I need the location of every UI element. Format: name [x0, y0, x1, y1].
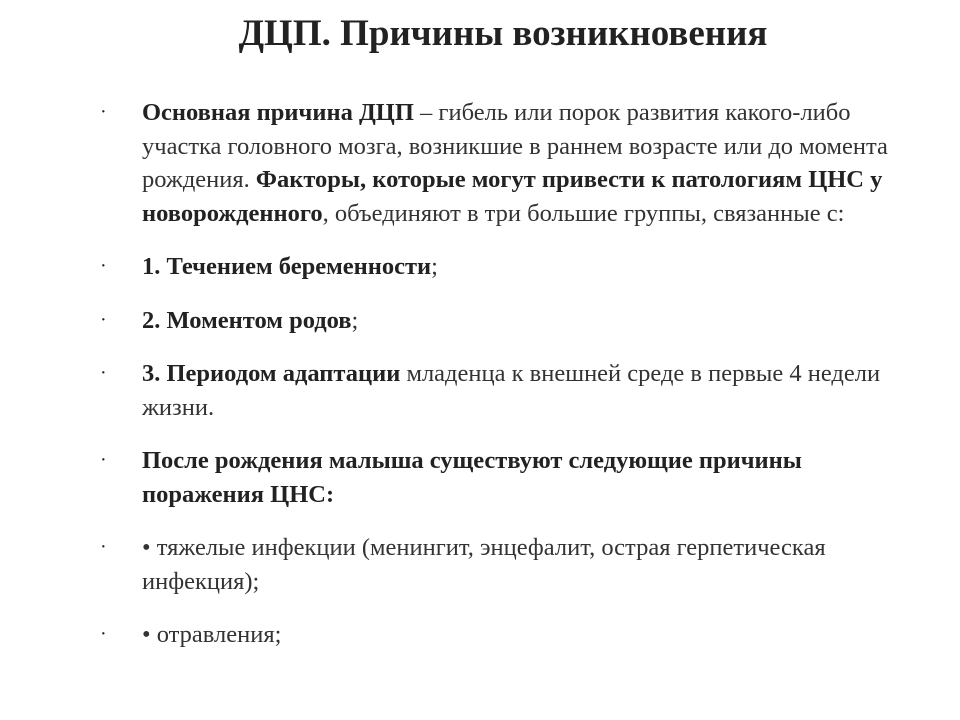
bullet-marker: · [100, 255, 107, 277]
bullet-text [142, 534, 826, 595]
bold-text: 1. Течением беременности [142, 253, 432, 280]
bullet-marker: · [100, 623, 107, 645]
bullet-text [142, 621, 281, 648]
bullet-item [94, 357, 894, 424]
bullet-list [94, 96, 894, 652]
plain-text: младенца к внешней среде в первые 4 недели жизни. [142, 360, 881, 421]
plain-text: • тяжелые инфекции (менингит, энцефалит, острая герпетическая инфекция); [142, 534, 826, 595]
bullet-item [94, 618, 894, 652]
plain-text: ; [431, 253, 438, 280]
bullet-marker: · [100, 449, 107, 471]
bullet-text [142, 99, 888, 227]
bullet-item [94, 531, 894, 598]
bullet-text [142, 447, 802, 508]
bullet-item [94, 96, 894, 230]
bold-text: Факторы, которые могут привести к патологиям ЦНС у новорожденного [142, 166, 883, 227]
bullet-item [94, 304, 894, 338]
bold-text: Основная причина ДЦП [142, 99, 414, 126]
bullet-item [94, 250, 894, 284]
bold-text: После рождения малыша существуют следующие причины поражения ЦНС: [142, 447, 802, 508]
bullet-text [142, 307, 358, 334]
bullet-text [142, 253, 438, 280]
bullet-item [94, 444, 894, 511]
bullet-text [142, 360, 880, 421]
plain-text: , объединяют в три большие группы, связанные с: [322, 199, 845, 227]
plain-text: – гибель или порок развития какого-либо участка головного мозга, возникшие в раннем возрасте или до момента рождения. [142, 99, 888, 193]
bullet-marker: · [100, 362, 107, 384]
bullet-marker: · [100, 536, 107, 558]
bullet-marker: · [100, 101, 107, 123]
bullet-marker: · [100, 308, 107, 331]
bold-text: 2. Моментом родов [142, 306, 352, 334]
plain-text: ; [351, 306, 359, 334]
slide-title: ДЦП. Причины возникновения [238, 13, 768, 54]
plain-text: • отравления; [142, 621, 282, 648]
bold-text: 3. Периодом адаптации [142, 360, 401, 387]
